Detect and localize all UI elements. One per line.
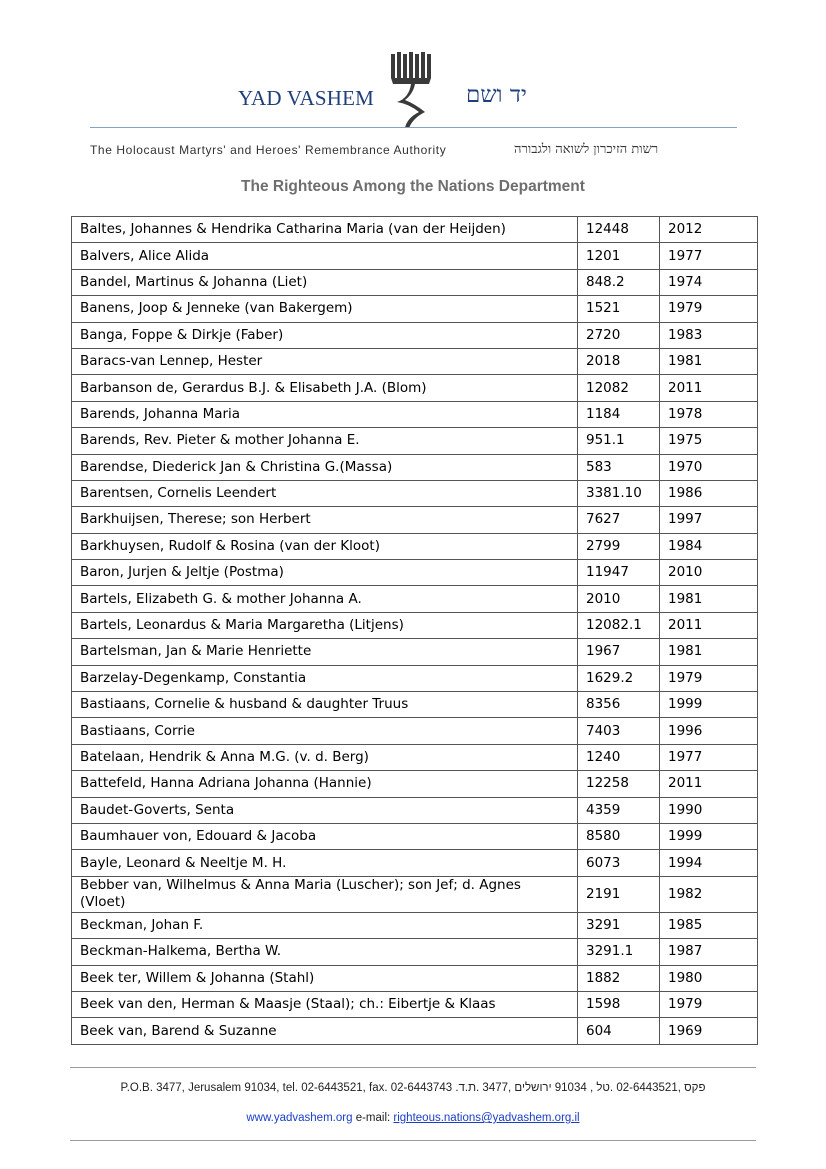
name-cell: Baltes, Johannes & Hendrika Catharina Maria (van der Heijden): [72, 217, 578, 243]
year-cell: 2012: [660, 217, 758, 243]
year-cell: 1997: [660, 507, 758, 533]
table-row: [72, 560, 758, 586]
table-row: [72, 217, 758, 243]
file-number-cell: 1598: [578, 991, 660, 1017]
year-cell: 2010: [660, 560, 758, 586]
email-label: e-mail:: [355, 1112, 391, 1124]
name-cell: Bastiaans, Cornelie & husband & daughter Truus: [72, 692, 578, 718]
department-title: The Righteous Among the Nations Department: [241, 178, 585, 195]
name-cell: Beckman, Johan F.: [72, 912, 578, 938]
table-row: [72, 744, 758, 770]
email-link[interactable]: righteous.nations@yadvashem.org.il: [393, 1112, 580, 1124]
file-number-cell: 3291.1: [578, 939, 660, 965]
name-cell: Baron, Jurjen & Jeltje (Postma): [72, 560, 578, 586]
table-row: [72, 665, 758, 691]
name-cell: Baracs-van Lennep, Hester: [72, 348, 578, 374]
table-row: [72, 991, 758, 1017]
table-row: [72, 586, 758, 612]
year-cell: 1987: [660, 939, 758, 965]
year-cell: 1979: [660, 665, 758, 691]
file-number-cell: 1967: [578, 639, 660, 665]
table-row: [72, 612, 758, 638]
table-row: [72, 771, 758, 797]
year-cell: 1984: [660, 533, 758, 559]
table-row: [72, 322, 758, 348]
file-number-cell: 4359: [578, 797, 660, 823]
table-row: [72, 375, 758, 401]
year-cell: 1969: [660, 1018, 758, 1044]
table-row: [72, 1018, 758, 1044]
file-number-cell: 8356: [578, 692, 660, 718]
table-row: [72, 533, 758, 559]
footer-divider-top: [70, 1067, 756, 1068]
name-cell: Barkhuijsen, Therese; son Herbert: [72, 507, 578, 533]
name-cell: Banens, Joop & Jenneke (van Bakergem): [72, 296, 578, 322]
year-cell: 1981: [660, 348, 758, 374]
year-cell: 1977: [660, 744, 758, 770]
postal-address: P.O.B. 3477, Jerusalem 91034, tel. 02-6443521, fax. 02-6443743 .פקס ,02-6443521 .טל , 91034 ירושלים ,3477 .ת.ד: [120, 1082, 706, 1094]
name-cell: Beckman-Halkema, Bertha W.: [72, 939, 578, 965]
year-cell: 1974: [660, 269, 758, 295]
year-cell: 1999: [660, 692, 758, 718]
year-cell: 1970: [660, 454, 758, 480]
year-cell: 1985: [660, 912, 758, 938]
year-cell: 1994: [660, 850, 758, 876]
name-cell: Barbanson de, Gerardus B.J. & Elisabeth J.A. (Blom): [72, 375, 578, 401]
table-row: [72, 428, 758, 454]
name-cell: Bayle, Leonard & Neeltje M. H.: [72, 850, 578, 876]
file-number-cell: 12448: [578, 217, 660, 243]
yad-vashem-logo-icon: [385, 50, 441, 130]
name-cell: Beek van den, Herman & Maasje (Staal); ch.: Eibertje & Klaas: [72, 991, 578, 1017]
table-row: [72, 797, 758, 823]
name-cell: Bastiaans, Corrie: [72, 718, 578, 744]
year-cell: 1979: [660, 991, 758, 1017]
name-cell: Bebber van, Wilhelmus & Anna Maria (Luscher); son Jef; d. Agnes (Vloet): [72, 876, 578, 912]
table-row: [72, 243, 758, 269]
table-row: [72, 296, 758, 322]
file-number-cell: 1184: [578, 401, 660, 427]
name-cell: Baumhauer von, Edouard & Jacoba: [72, 823, 578, 849]
name-cell: Battefeld, Hanna Adriana Johanna (Hannie): [72, 771, 578, 797]
year-cell: 1981: [660, 586, 758, 612]
name-cell: Barkhuysen, Rudolf & Rosina (van der Kloot): [72, 533, 578, 559]
year-cell: 1975: [660, 428, 758, 454]
name-cell: Barends, Johanna Maria: [72, 401, 578, 427]
name-cell: Barzelay-Degenkamp, Constantia: [72, 665, 578, 691]
name-cell: Bartels, Leonardus & Maria Margaretha (Litjens): [72, 612, 578, 638]
year-cell: 2011: [660, 375, 758, 401]
file-number-cell: 2018: [578, 348, 660, 374]
table-row: [72, 912, 758, 938]
year-cell: 1983: [660, 322, 758, 348]
year-cell: 1977: [660, 243, 758, 269]
file-number-cell: 1201: [578, 243, 660, 269]
name-cell: Bartelsman, Jan & Marie Henriette: [72, 639, 578, 665]
year-cell: 1986: [660, 480, 758, 506]
name-cell: Beek van, Barend & Suzanne: [72, 1018, 578, 1044]
file-number-cell: 12258: [578, 771, 660, 797]
table-row: [72, 823, 758, 849]
file-number-cell: 7627: [578, 507, 660, 533]
file-number-cell: 12082.1: [578, 612, 660, 638]
file-number-cell: 7403: [578, 718, 660, 744]
year-cell: 1999: [660, 823, 758, 849]
file-number-cell: 8580: [578, 823, 660, 849]
name-cell: Baudet-Goverts, Senta: [72, 797, 578, 823]
file-number-cell: 12082: [578, 375, 660, 401]
table-row: [72, 850, 758, 876]
righteous-records-table: [71, 216, 758, 1045]
table-row: [72, 348, 758, 374]
file-number-cell: 1882: [578, 965, 660, 991]
file-number-cell: 1240: [578, 744, 660, 770]
footer-divider-bottom: [70, 1140, 756, 1141]
name-cell: Barendse, Diederick Jan & Christina G.(Massa): [72, 454, 578, 480]
file-number-cell: 1521: [578, 296, 660, 322]
authority-name-english: The Holocaust Martyrs' and Heroes' Remembrance Authority: [90, 143, 447, 157]
table-row: [72, 269, 758, 295]
file-number-cell: 604: [578, 1018, 660, 1044]
file-number-cell: 2720: [578, 322, 660, 348]
file-number-cell: 3291: [578, 912, 660, 938]
file-number-cell: 2799: [578, 533, 660, 559]
table-row: [72, 639, 758, 665]
table-row: [72, 692, 758, 718]
year-cell: 1990: [660, 797, 758, 823]
year-cell: 1996: [660, 718, 758, 744]
table-row: [72, 454, 758, 480]
file-number-cell: 2010: [578, 586, 660, 612]
contact-line: [0, 1112, 826, 1124]
header-divider: [90, 127, 737, 128]
year-cell: 2011: [660, 612, 758, 638]
brand-name-hebrew: יד ושם: [466, 82, 527, 108]
name-cell: Banga, Foppe & Dirkje (Faber): [72, 322, 578, 348]
name-cell: Balvers, Alice Alida: [72, 243, 578, 269]
year-cell: 1981: [660, 639, 758, 665]
brand-name-english: YAD VASHEM: [238, 86, 375, 110]
file-number-cell: 583: [578, 454, 660, 480]
file-number-cell: 11947: [578, 560, 660, 586]
file-number-cell: 3381.10: [578, 480, 660, 506]
year-cell: 1982: [660, 876, 758, 912]
name-cell: Bandel, Martinus & Johanna (Liet): [72, 269, 578, 295]
year-cell: 1979: [660, 296, 758, 322]
name-cell: Barentsen, Cornelis Leendert: [72, 480, 578, 506]
file-number-cell: 2191: [578, 876, 660, 912]
file-number-cell: 1629.2: [578, 665, 660, 691]
file-number-cell: 951.1: [578, 428, 660, 454]
table-row: [72, 401, 758, 427]
file-number-cell: 848.2: [578, 269, 660, 295]
name-cell: Bartels, Elizabeth G. & mother Johanna A.: [72, 586, 578, 612]
authority-name-hebrew: רשות הזיכרון לשואה ולגבורה: [514, 142, 659, 157]
website-link[interactable]: www.yadvashem.org: [246, 1112, 353, 1124]
table-row: [72, 939, 758, 965]
table-row: [72, 876, 758, 912]
file-number-cell: 6073: [578, 850, 660, 876]
year-cell: 2011: [660, 771, 758, 797]
name-cell: Batelaan, Hendrik & Anna M.G. (v. d. Berg): [72, 744, 578, 770]
table-row: [72, 480, 758, 506]
letterhead: [0, 0, 826, 200]
table-row: [72, 507, 758, 533]
table-row: [72, 965, 758, 991]
name-cell: Barends, Rev. Pieter & mother Johanna E.: [72, 428, 578, 454]
name-cell: Beek ter, Willem & Johanna (Stahl): [72, 965, 578, 991]
table-row: [72, 718, 758, 744]
year-cell: 1980: [660, 965, 758, 991]
year-cell: 1978: [660, 401, 758, 427]
